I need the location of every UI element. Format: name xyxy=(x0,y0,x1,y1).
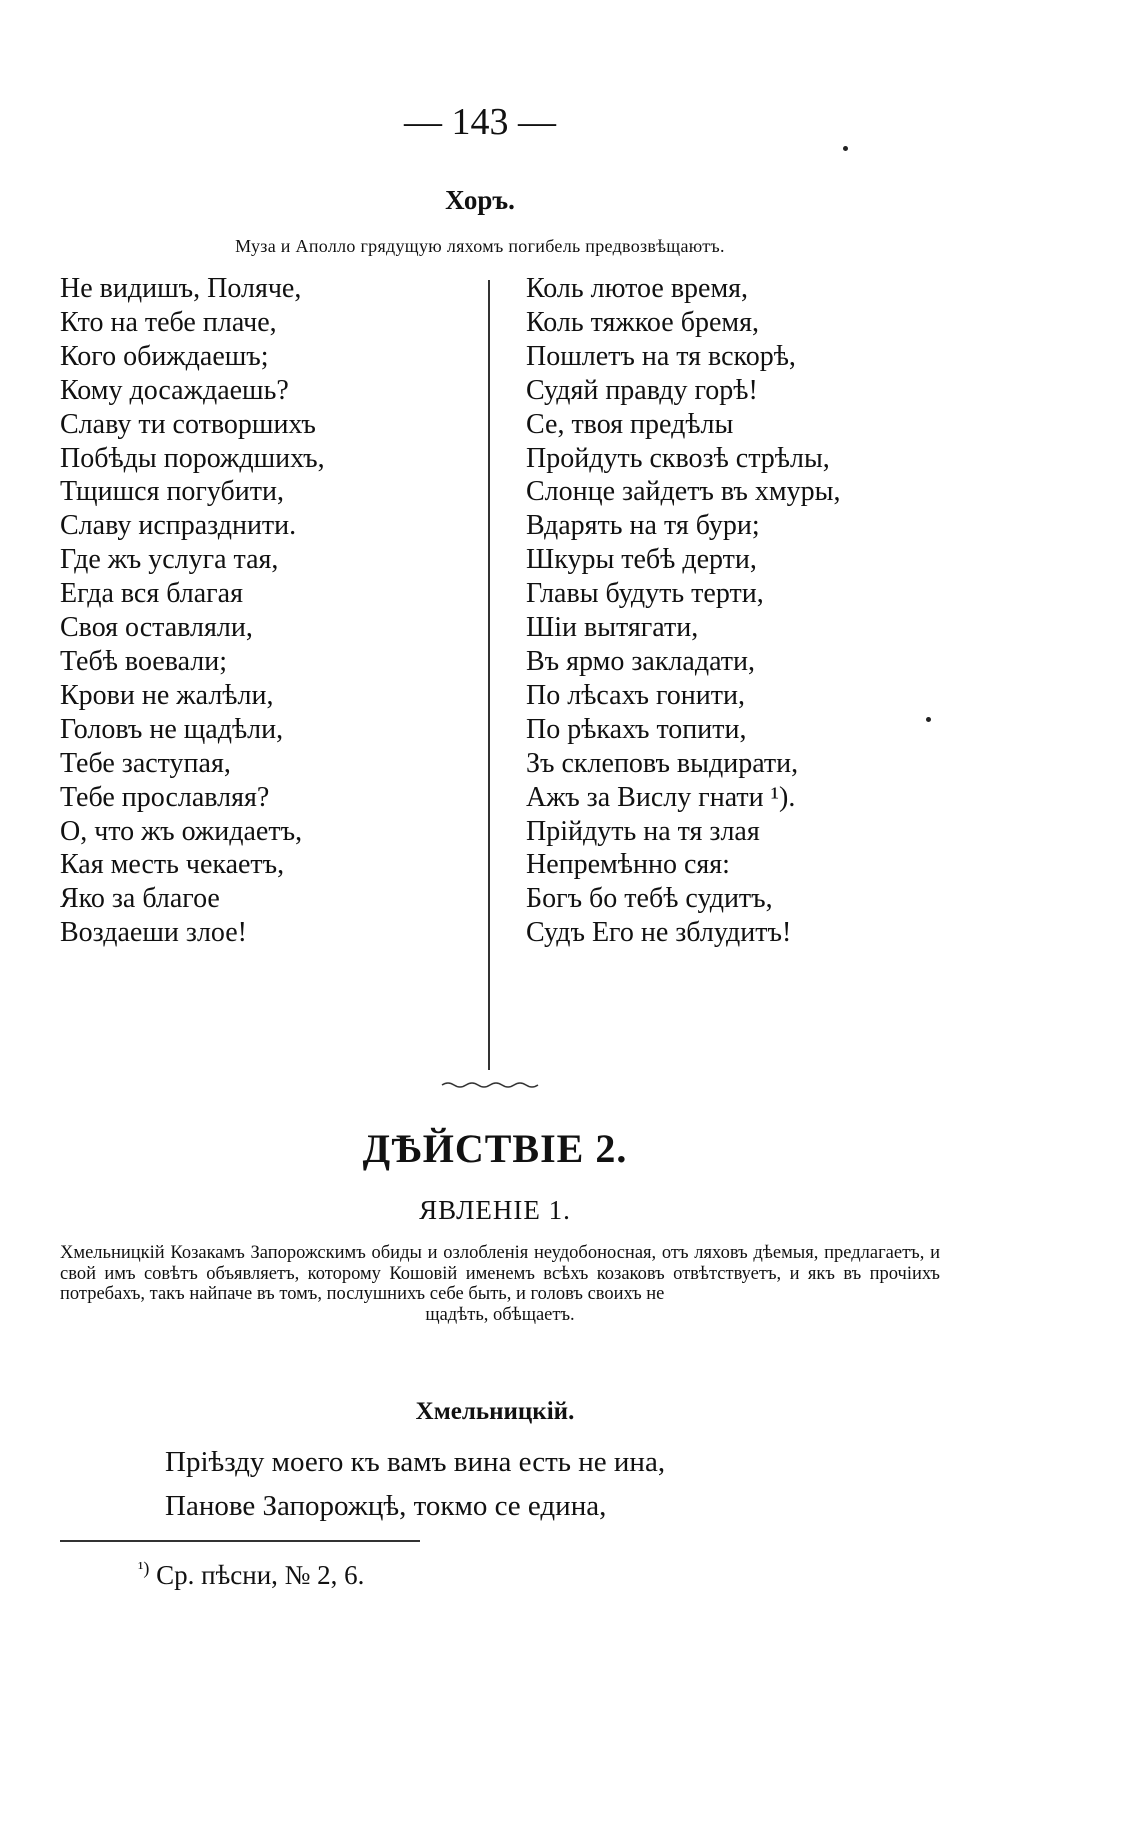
speaker-name: Хмельницкій. xyxy=(415,1398,575,1425)
print-speck xyxy=(926,717,931,722)
verse-line: Тщишся погубити, xyxy=(60,476,284,508)
verse-line: Тебе прославляя? xyxy=(60,781,270,813)
verse-line: Богъ бо тебѣ судитъ, xyxy=(526,883,773,915)
footnote-marker: ¹) xyxy=(138,1558,150,1578)
verse-line: Воздаеши злое! xyxy=(60,917,248,949)
verse-line: Непремѣнно сяя: xyxy=(526,849,730,881)
verse-line: Ажъ за Вислу гнати ¹). xyxy=(526,781,796,813)
verse-column-right xyxy=(526,272,840,950)
verse-line: Кому досаждаешь? xyxy=(60,374,289,406)
stage-direction-last-line: щадѣть, обѣщаетъ. xyxy=(425,1304,575,1325)
verse-line: Не видишъ, Поляче, xyxy=(60,273,302,304)
verse-line: Судяй правду горѣ! xyxy=(526,374,758,406)
footnote-separator xyxy=(60,1540,420,1542)
scene-stage-direction xyxy=(60,1243,940,1325)
scene-title: ЯВЛЕНІЕ 1. xyxy=(419,1195,571,1225)
verse-line: Шіи вытягати, xyxy=(526,612,699,644)
verse-line: Где жъ услуга тая, xyxy=(60,544,279,576)
verse-line: Въ ярмо закладати, xyxy=(526,645,755,677)
speech-line: Панове Запорожцѣ, токмо се едина, xyxy=(165,1490,607,1522)
verse-line: Кого обиждаешъ; xyxy=(60,340,269,372)
verse-line: Вдарять на тя бури; xyxy=(526,510,760,542)
verse-line: По лѣсахъ гонити, xyxy=(526,679,745,711)
verse-line: Крови не жалѣли, xyxy=(60,679,274,711)
verse-line: Побѣды порождшихъ, xyxy=(60,442,325,474)
footnote-text: Ср. пѣсни, № 2, 6. xyxy=(156,1560,365,1590)
chorus-stage-direction: Муза и Аполло грядущую ляхомъ погибель предвозвѣщаютъ. xyxy=(235,236,725,256)
verse-line: Зъ склеповъ выдирати, xyxy=(526,747,799,779)
page-number: — 143 — xyxy=(404,101,556,143)
verse-line: Се, твоя предѣлы xyxy=(526,408,734,440)
verse-line: Судъ Его не зблудитъ! xyxy=(526,917,792,949)
verse-line: Тебе заступая, xyxy=(60,747,231,779)
verse-line: Головъ не щадѣли, xyxy=(60,713,284,745)
verse-line: Яко за благое xyxy=(60,883,220,915)
verse-line: По рѣкахъ топити, xyxy=(526,713,747,745)
verse-line: Егда вся благая xyxy=(60,578,243,610)
verse-line: Коль лютое время, xyxy=(526,273,749,304)
verse-line: Прійдуть на тя злая xyxy=(526,815,760,847)
verse-line: О, что жъ ожидаетъ, xyxy=(60,815,303,847)
verse-line: Пройдуть сквозѣ стрѣлы, xyxy=(526,442,830,474)
verse-column-left xyxy=(60,272,325,950)
verse-line: Кая месть чекаетъ, xyxy=(60,849,285,881)
stage-direction-text: Хмельницкій Козакамъ Запорожскимъ обиды и озлобленія неудобоносная, отъ ляховъ дѣемыя, предлагаетъ, и свой имъ совѣтъ объявляетъ, которому Кошовій именемъ всѣхъ козаковъ отвѣтствуетъ, и якъ въ прочіихъ потребахъ, такъ найпаче въ томъ, послушнихъ себе быть, и головъ своихъ не xyxy=(60,1243,940,1304)
verse-line: Славу ти сотворшихъ xyxy=(60,408,316,440)
speech-line: Пріѣзду моего къ вамъ вина есть не ина, xyxy=(165,1446,666,1478)
act-title: ДѢЙСТВІЕ 2. xyxy=(362,1126,628,1171)
verse-line: Тебѣ воевали; xyxy=(60,645,227,677)
verse-line: Своя оставляли, xyxy=(60,612,253,644)
wavy-divider xyxy=(440,1080,540,1090)
column-divider xyxy=(488,280,490,1070)
chorus-heading: Хоръ. xyxy=(445,185,515,215)
footnote xyxy=(138,1558,364,1591)
verse-line: Слонце зайдетъ въ хмуры, xyxy=(526,476,841,508)
verse-line: Главы будуть терти, xyxy=(526,578,764,610)
speech-lines xyxy=(165,1440,665,1528)
verse-line: Кто на тебе плаче, xyxy=(60,306,277,338)
print-speck xyxy=(843,146,848,151)
verse-line: Шкуры тебѣ дерти, xyxy=(526,544,757,576)
verse-line: Пошлетъ на тя вскорѣ, xyxy=(526,340,796,372)
verse-line: Коль тяжкое бремя, xyxy=(526,306,759,338)
verse-line: Славу испразднити. xyxy=(60,510,297,542)
